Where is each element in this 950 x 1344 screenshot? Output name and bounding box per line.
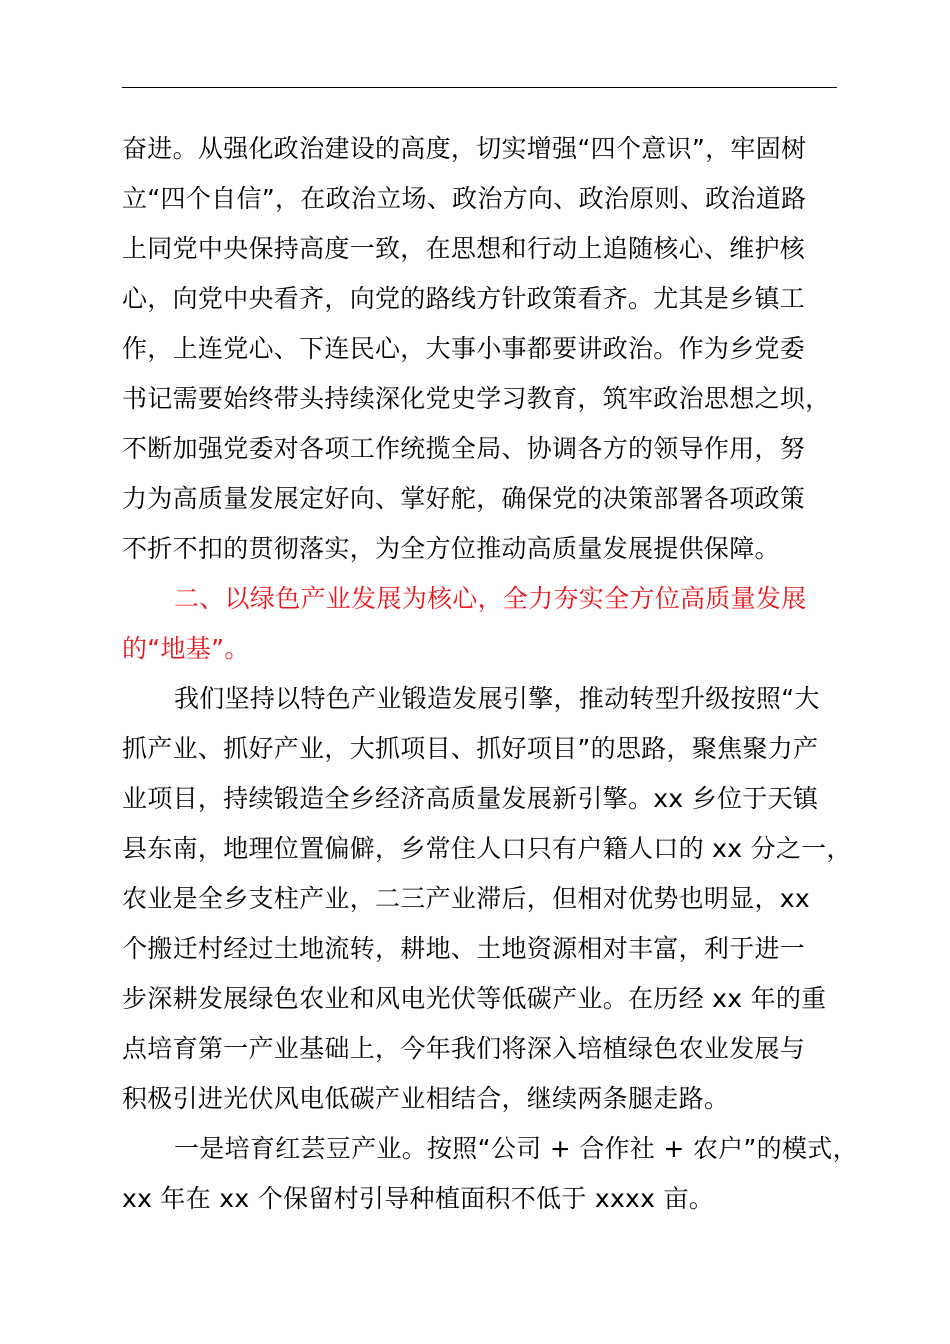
text-line: 心，向党中央看齐，向党的路线方针政策看齐。尤其是乡镇工 — [122, 284, 806, 313]
text-line: 上同党中央保持高度一致，在思想和行动上追随核心、维护核 — [122, 234, 806, 263]
text-line: 个搬迁村经过土地流转，耕地、土地资源相对丰富，利于进一 — [122, 934, 806, 963]
text-line: 奋进。从强化政治建设的高度，切实增强“四个意识”，牢固树 — [122, 134, 807, 163]
text-line: 县东南，地理位置偏僻，乡常住人口只有户籍人口的 xx 分之一， — [122, 834, 852, 863]
text-line: 作，上连党心、下连民心，大事小事都要讲政治。作为乡党委 — [122, 334, 806, 363]
section-heading — [122, 574, 862, 674]
heading-line: 的“地基”。 — [122, 634, 250, 663]
text-line: 业项目，持续锻造全乡经济高质量发展新引擎。xx 乡位于天镇 — [122, 784, 819, 813]
heading-line: 二、以绿色产业发展为核心，全力夯实全方位高质量发展 — [174, 584, 807, 613]
text-line: 不断加强党委对各项工作统揽全局、协调各方的领导作用，努 — [122, 434, 806, 463]
paragraph-political-construction — [122, 124, 862, 574]
paragraph-industry-engine — [122, 674, 862, 1124]
text-line: 点培育第一产业基础上，今年我们将深入培植绿色农业发展与 — [122, 1034, 806, 1063]
paragraph-red-bean-industry — [122, 1124, 862, 1224]
document-body — [122, 124, 862, 1224]
text-line: 力为高质量发展定好向、掌好舵，确保党的决策部署各项政策 — [122, 484, 806, 513]
text-line: 我们坚持以特色产业锻造发展引擎，推动转型升级按照“大 — [174, 684, 820, 713]
text-line: 一是培育红芸豆产业。按照“公司 + 合作社 + 农户”的模式， — [174, 1134, 858, 1163]
text-line: 立“四个自信”，在政治立场、政治方向、政治原则、政治道路 — [122, 184, 807, 213]
header-rule — [122, 87, 837, 88]
text-line: xx 年在 xx 个保留村引导种植面积不低于 xxxx 亩。 — [122, 1184, 715, 1213]
text-line: 步深耕发展绿色农业和风电光伏等低碳产业。在历经 xx 年的重 — [122, 984, 827, 1013]
text-line: 积极引进光伏风电低碳产业相结合，继续两条腿走路。 — [122, 1084, 730, 1113]
text-line: 抓产业、抓好产业，大抓项目、抓好项目”的思路，聚焦聚力产 — [122, 734, 819, 763]
text-line: 农业是全乡支柱产业，二三产业滞后，但相对优势也明显，xx — [122, 884, 810, 913]
text-line: 书记需要始终带头持续深化党史学习教育，筑牢政治思想之坝， — [122, 384, 831, 413]
text-line: 不折不扣的贯彻落实，为全方位推动高质量发展提供保障。 — [122, 534, 780, 563]
